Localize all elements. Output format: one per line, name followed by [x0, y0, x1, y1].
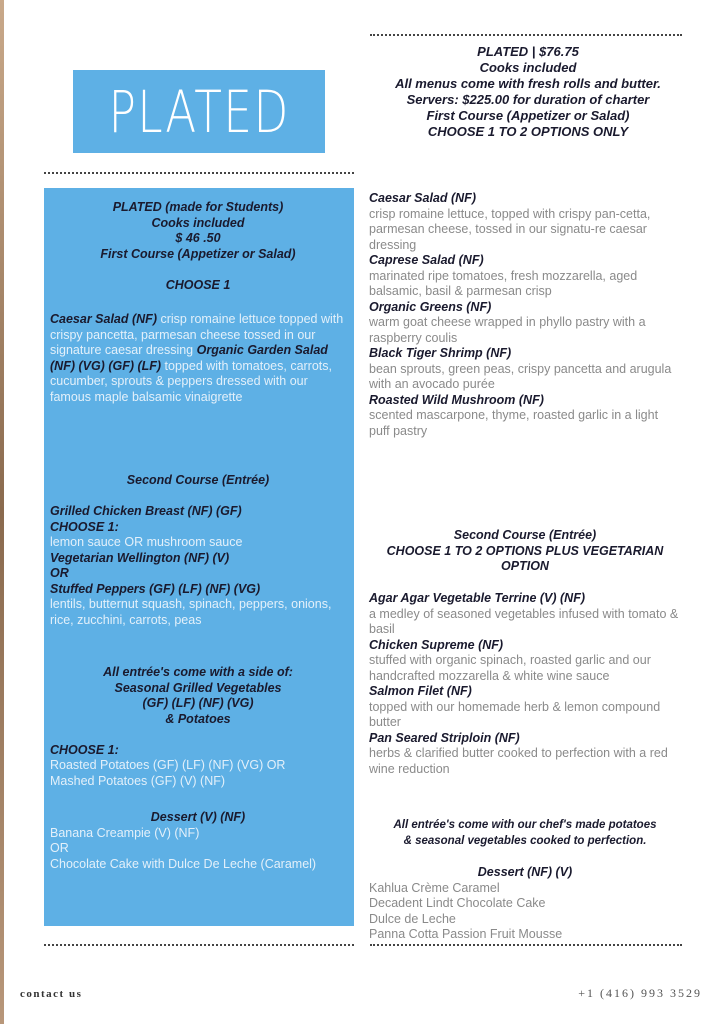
first-course-item-name: Caesar Salad (NF) [369, 191, 476, 205]
student-wellington: Vegetarian Wellington (NF) (V) [50, 550, 230, 565]
student-peppers-desc: lentils, butternut squash, spinach, peppers, onions, rice, zucchini, carrots, peas [50, 597, 332, 627]
divider-left-lower [44, 944, 354, 946]
student-header-line: First Course (Appetizer or Salad) [100, 246, 296, 261]
divider-right-lower [370, 944, 682, 946]
student-salad1-name: Caesar Salad (NF) [50, 312, 157, 326]
student-header-line: PLATED (made for Students) [112, 200, 284, 214]
second-course-item-name: Pan Seared Striploin (NF) [369, 730, 520, 745]
second-course-heading [369, 528, 681, 575]
student-choose-label: CHOOSE 1 [165, 277, 231, 292]
student-potato-choose: CHOOSE 1: [50, 742, 119, 757]
student-dessert-section [50, 810, 346, 872]
main-menu-header [372, 44, 684, 140]
student-potato-option: Roasted Potatoes (GF) (LF) (NF) (VG) OR [50, 758, 286, 772]
divider-left-upper [44, 172, 354, 174]
header-line: First Course (Appetizer or Salad) [426, 108, 630, 123]
divider-top-right [370, 34, 682, 36]
first-course-item-name: Organic Greens (NF) [369, 299, 492, 314]
first-course-item-name: Black Tiger Shrimp (NF) [369, 346, 512, 360]
second-course-item-name: Chicken Supreme (NF) [369, 637, 504, 652]
header-line: All menus come with fresh rolls and butter. [395, 76, 661, 91]
second-course-heading-line: Second Course (Entrée) [453, 528, 597, 542]
header-line: CHOOSE 1 TO 2 OPTIONS ONLY [427, 124, 629, 139]
header-line: PLATED | $76.75 [477, 44, 579, 59]
left-edge-strip [0, 0, 4, 1024]
dessert-item: Kahlua Crème Caramel [369, 880, 500, 895]
first-course-list [369, 191, 681, 439]
student-side-section [50, 665, 346, 789]
page-title: PLATED [108, 77, 290, 146]
dessert-item: Decadent Lindt Chocolate Cake [369, 896, 546, 910]
student-second-heading: Second Course (Entrée) [126, 473, 270, 487]
contact-us-link[interactable]: contact us [20, 988, 83, 1000]
student-side-line: (GF) (LF) (NF) (VG) [142, 696, 254, 710]
first-course-item-desc: bean sprouts, green peas, crispy pancetta and arugula with an avocado purée [369, 361, 672, 391]
dessert-heading: Dessert (NF) (V) [477, 865, 573, 879]
student-dessert-heading: Dessert (V) (NF) [150, 810, 246, 824]
student-header-line: Cooks included [151, 215, 245, 230]
second-course-item-desc: topped with our homemade herb & lemon compound butter [369, 699, 661, 729]
header-line: Cooks included [479, 60, 577, 75]
student-peppers: Stuffed Peppers (GF) (LF) (NF) (VG) [50, 581, 261, 596]
phone-number[interactable]: +1 (416) 993 3529 [578, 986, 702, 1000]
second-course-item-desc: herbs & clarified butter cooked to perfection with a red wine reduction [369, 746, 668, 776]
entree-note-line: All entrée's come with our chef's made potatoes [393, 819, 657, 831]
student-side-line: All entrée's come with a side of: [103, 665, 293, 679]
dessert-item: Dulce de Leche [369, 911, 456, 926]
student-salad2-desc: topped with tomatoes, carrots, cucumber, sprouts & peppers dressed with our famous maple balsamic vinaigrette [50, 358, 332, 404]
student-chicken-choose: CHOOSE 1: [50, 519, 119, 534]
student-salad1-desc: crisp romaine lettuce topped with crispy pancetta, parmesan cheese tossed in our signature caesar dressing [50, 312, 344, 357]
entree-note-line: & seasonal vegetables cooked to perfection. [403, 834, 647, 847]
student-dessert-item: OR [50, 841, 69, 855]
student-dessert-item: Banana Creampie (V) (NF) [50, 825, 200, 840]
second-course-item-name: Agar Agar Vegetable Terrine (V) (NF) [369, 591, 586, 605]
student-chicken-name: Grilled Chicken Breast (NF) (GF) [50, 504, 242, 518]
second-course-list [369, 591, 681, 777]
second-course-item-desc: a medley of seasoned vegetables infused with tomato & basil [369, 606, 679, 636]
student-dessert-item: Chocolate Cake with Dulce De Leche (Caramel) [50, 856, 317, 871]
dessert-section [369, 865, 681, 943]
student-salad2-name: Organic Garden Salad (NF) (VG) (GF) (LF) [50, 343, 328, 373]
first-course-item-desc: scented mascarpone, thyme, roasted garlic in a light puff pastry [369, 408, 659, 438]
student-salad-paragraph [50, 312, 346, 405]
first-course-item-desc: crisp romaine lettuce, topped with crispy pan-cetta, parmesan cheese, tossed in our signatu-re caesar dressing [369, 206, 651, 252]
student-side-line: & Potatoes [165, 711, 231, 726]
first-course-item-name: Roasted Wild Mushroom (NF) [369, 392, 544, 407]
second-course-heading-line: CHOOSE 1 TO 2 OPTIONS PLUS VEGETARIAN OPTION [386, 543, 664, 573]
student-header-line: $ 46 .50 [175, 231, 221, 245]
student-potato-option: Mashed Potatoes (GF) (V) (NF) [50, 773, 226, 788]
dessert-item: Panna Cotta Passion Fruit Mousse [369, 927, 563, 941]
student-second-course [50, 473, 346, 628]
page-title-banner [73, 70, 325, 153]
student-chicken-sauce: lemon sauce OR mushroom sauce [50, 535, 243, 549]
first-course-item-desc: warm goat cheese wrapped in phyllo pastry with a raspberry coulis [369, 315, 646, 345]
second-course-item-desc: stuffed with organic spinach, roasted garlic and our handcrafted mozzarella & white wine sauce [369, 653, 651, 683]
student-or-label: OR [50, 566, 69, 580]
student-side-line: Seasonal Grilled Vegetables [114, 680, 282, 695]
student-menu-header [50, 200, 346, 293]
second-course-item-name: Salmon Filet (NF) [369, 684, 472, 698]
entree-note [369, 818, 681, 849]
first-course-item-desc: marinated ripe tomatoes, fresh mozzarella, aged balsamic, basil & parmesan crisp [369, 268, 638, 298]
first-course-item-name: Caprese Salad (NF) [369, 253, 484, 267]
header-line: Servers: $225.00 for duration of charter [406, 92, 650, 107]
